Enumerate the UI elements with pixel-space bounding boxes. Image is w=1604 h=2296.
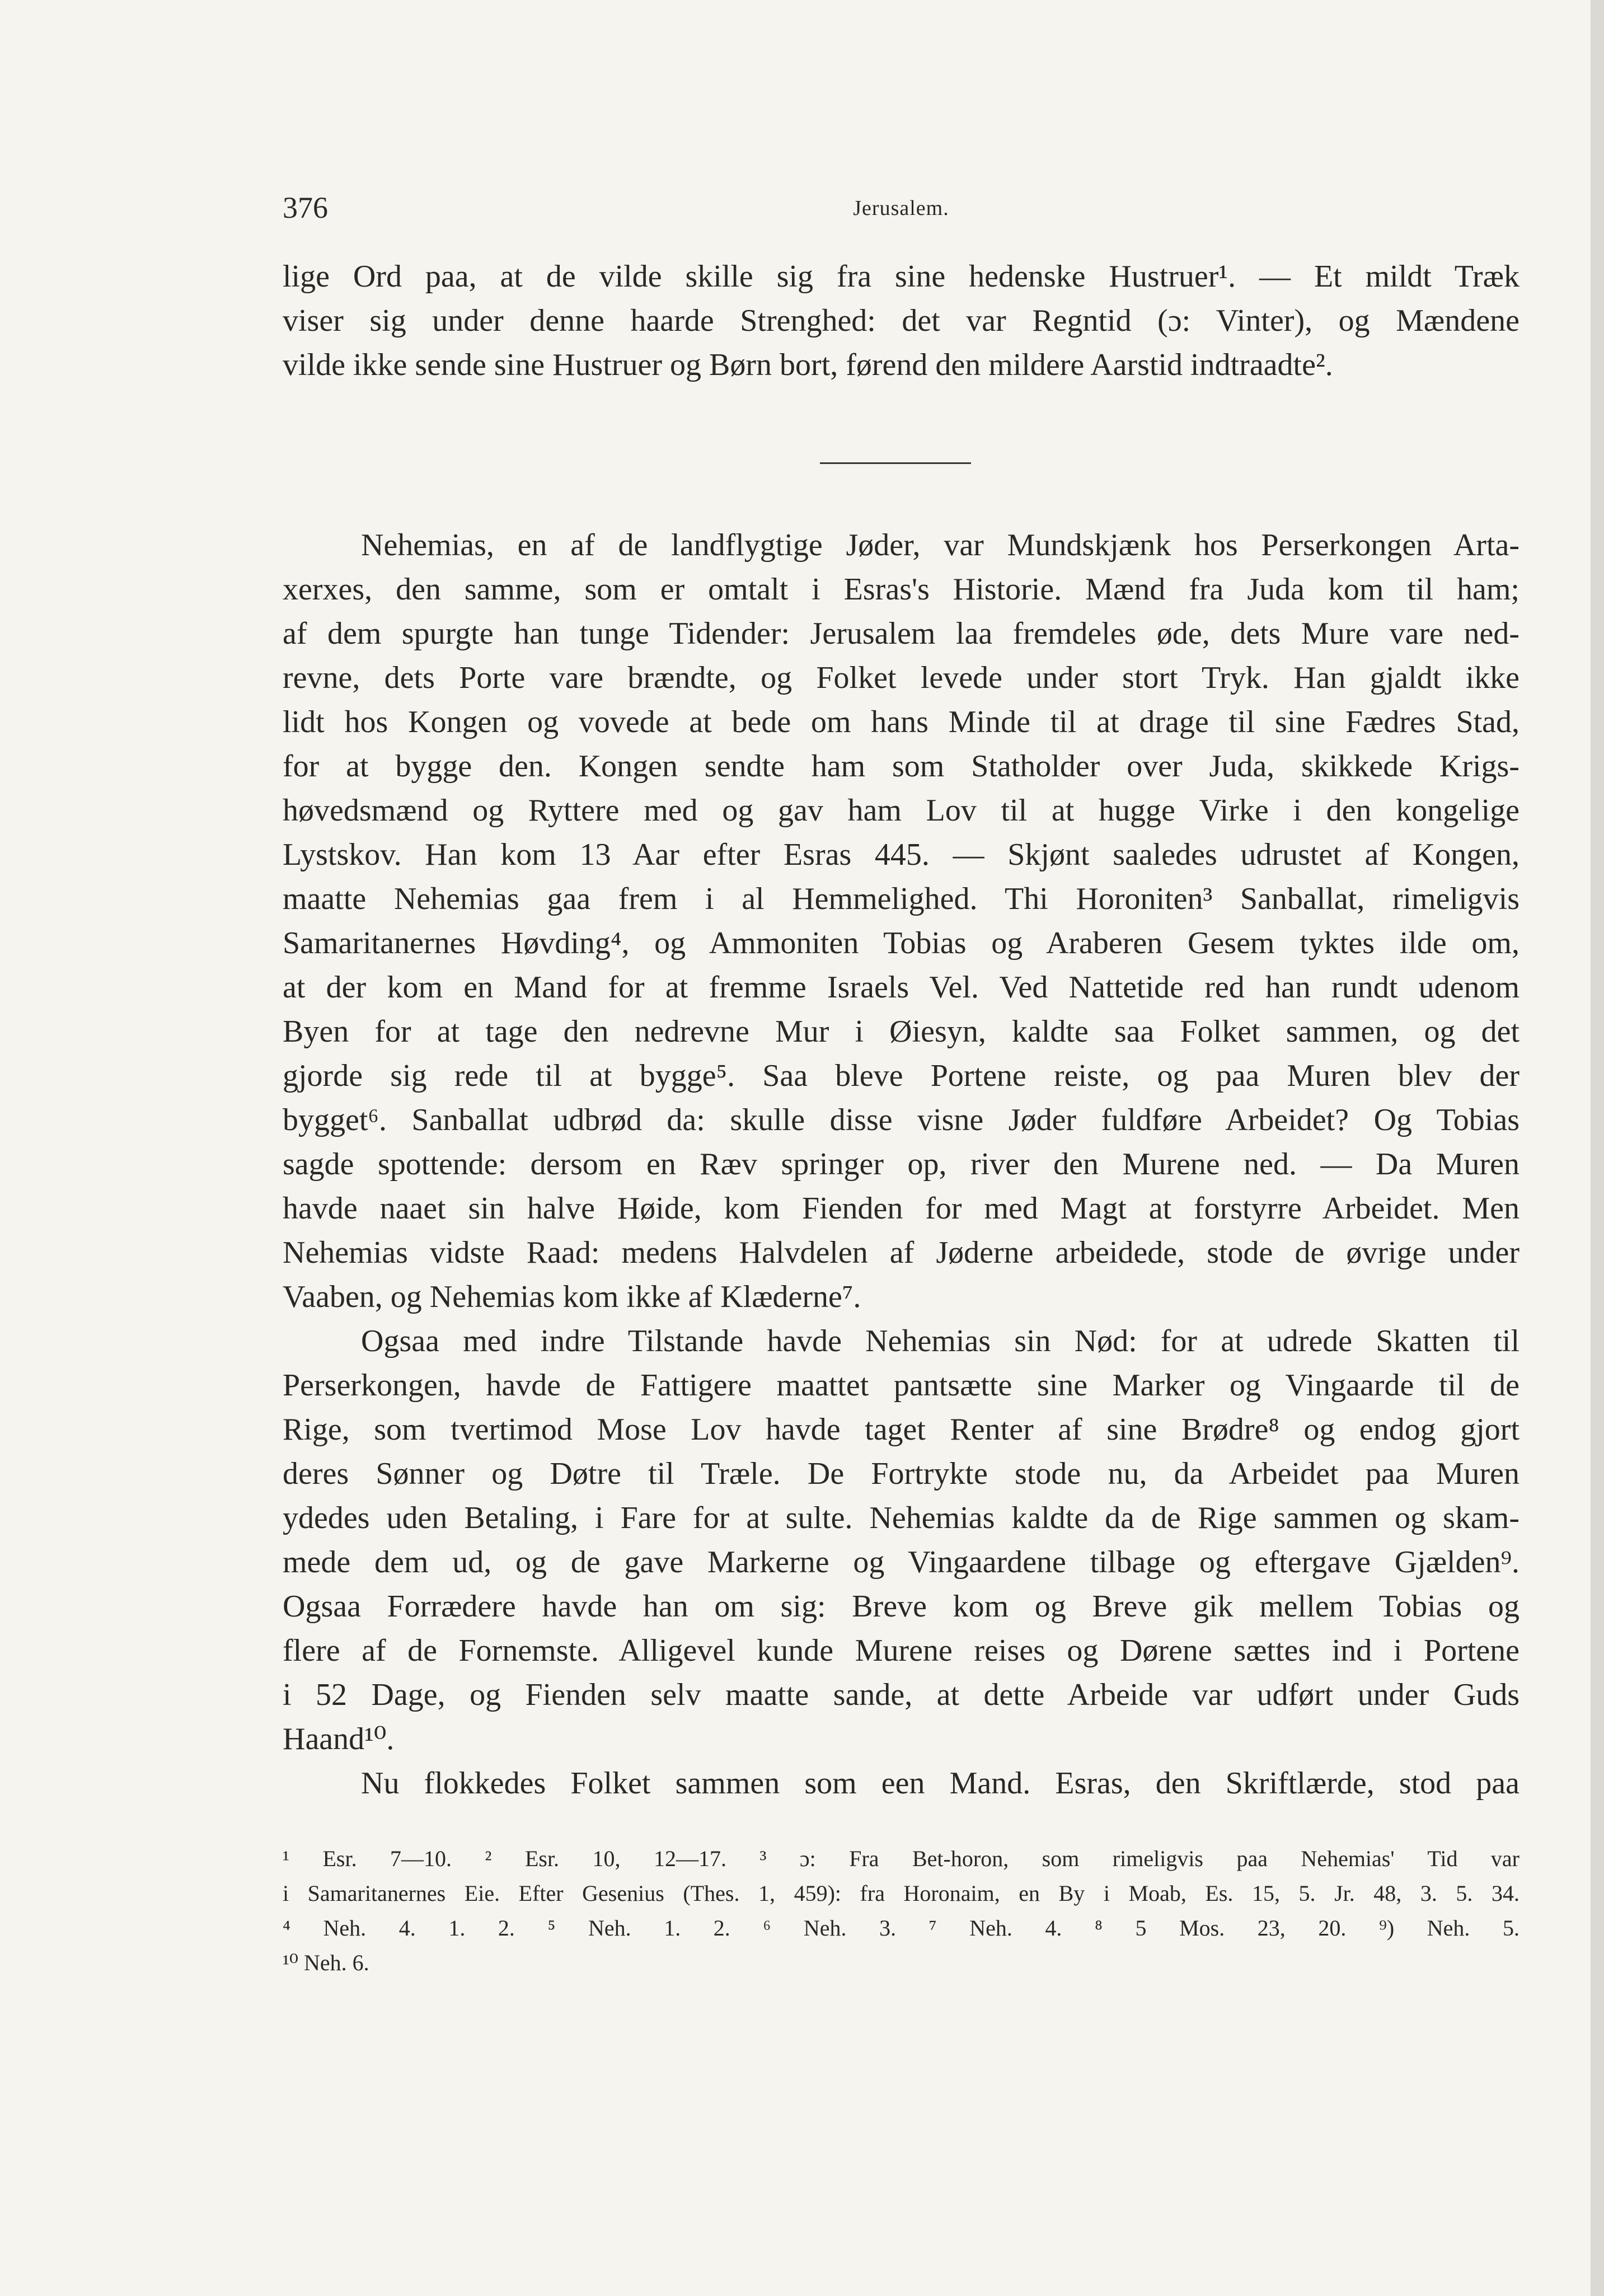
- text-line: lidt hos Kongen og vovede at bede om hans Minde til at drage til sine Fædres Stad,: [283, 705, 1519, 739]
- text-line: Nu flokkedes Folket sammen som een Mand. Esras, den Skriftlærde, stod paa: [361, 1766, 1519, 1801]
- text-line: for at bygge den. Kongen sendte ham som Statholder over Juda, skikkede Krigs-: [283, 749, 1519, 784]
- text-line: Haand¹⁰.: [283, 1722, 395, 1756]
- text-line: Byen for at tage den nedrevne Mur i Øiesyn, kaldte saa Folket sammen, og det: [283, 1014, 1519, 1049]
- footnote-line: ¹ Esr. 7—10. ² Esr. 10, 12—17. ³ ɔ: Fra Bet-horon, som rimeligvis paa Nehemias' Tid var: [283, 1846, 1519, 1871]
- text-line: Lystskov. Han kom 13 Aar efter Esras 445. — Skjønt saaledes udrustet af Kongen,: [283, 837, 1519, 872]
- text-line: viser sig under denne haarde Strenghed: det var Regntid (ɔ: Vinter), og Mændene: [283, 303, 1519, 338]
- page-edge: [1591, 0, 1604, 2296]
- text-line: Ogsaa Forrædere havde han om sig: Breve kom og Breve gik mellem Tobias og: [283, 1589, 1519, 1624]
- text-line: i 52 Dage, og Fienden selv maatte sande, at dette Arbeide var udført under Guds: [283, 1678, 1519, 1712]
- text-line: lige Ord paa, at de vilde skille sig fra sine hedenske Hustruer¹. — Et mildt Træk: [283, 259, 1519, 294]
- footnotes: [283, 1842, 1519, 1980]
- text-line: gjorde sig rede til at bygge⁵. Saa bleve Portene reiste, og paa Muren blev der: [283, 1058, 1519, 1093]
- text-line: høvedsmænd og Ryttere med og gav ham Lov til at hugge Virke i den kongelige: [283, 793, 1519, 828]
- running-head: Jerusalem.: [853, 196, 949, 220]
- text-line: bygget⁶. Sanballat udbrød da: skulle disse visne Jøder fuldføre Arbeidet? Og Tobias: [283, 1103, 1519, 1137]
- text-line: maatte Nehemias gaa frem i al Hemmelighed. Thi Horoniten³ Sanballat, rimeligvis: [283, 882, 1519, 916]
- text-line: Ogsaa med indre Tilstande havde Nehemias sin Nød: for at udrede Skatten til: [361, 1324, 1519, 1358]
- text-line: af dem spurgte han tunge Tidender: Jerusalem laa fremdeles øde, dets Mure vare ned-: [283, 616, 1519, 651]
- text-line: Vaaben, og Nehemias kom ikke af Klæderne⁷.: [283, 1280, 861, 1314]
- section-divider: [820, 462, 971, 464]
- text-line: Nehemias vidste Raad: medens Halvdelen af Jøderne arbeidede, stode de øvrige under: [283, 1235, 1519, 1270]
- text-line: Nehemias, en af de landflygtige Jøder, var Mundskjænk hos Perserkongen Arta-: [361, 528, 1519, 563]
- text-line: Rige, som tvertimod Mose Lov havde taget Renter af sine Brødre⁸ og endog gjort: [283, 1412, 1519, 1447]
- page-header: [283, 190, 1519, 235]
- text-line: vilde ikke sende sine Hustruer og Børn bort, førend den mildere Aarstid indtraadte².: [283, 348, 1333, 382]
- text-line: ydedes uden Betaling, i Fare for at sulte. Nehemias kaldte da de Rige sammen og skam-: [283, 1501, 1519, 1535]
- text-line: xerxes, den samme, som er omtalt i Esras's Historie. Mænd fra Juda kom til ham;: [283, 572, 1519, 607]
- text-line: sagde spottende: dersom en Ræv springer op, river den Murene ned. — Da Muren: [283, 1147, 1519, 1182]
- main-text: [283, 523, 1519, 1806]
- text-line: revne, dets Porte vare brændte, og Folket levede under stort Tryk. Han gjaldt ikke: [283, 660, 1519, 695]
- text-line: Perserkongen, havde de Fattigere maattet pantsætte sine Marker og Vingaarde til de: [283, 1368, 1519, 1403]
- text-line: havde naaet sin halve Høide, kom Fienden for med Magt at forstyrre Arbeidet. Men: [283, 1191, 1519, 1226]
- text-line: Samaritanernes Høvding⁴, og Ammoniten Tobias og Araberen Gesem tyktes ilde om,: [283, 926, 1519, 960]
- text-line: at der kom en Mand for at fremme Israels Vel. Ved Nattetide red han rundt udenom: [283, 970, 1519, 1005]
- text-line: flere af de Fornemste. Alligevel kunde Murene reises og Dørene sættes ind i Portene: [283, 1633, 1519, 1668]
- footnote-line: ⁴ Neh. 4. 1. 2. ⁵ Neh. 1. 2. ⁶ Neh. 3. ⁷ Neh. 4. ⁸ 5 Mos. 23, 20. ⁹) Neh. 5.: [283, 1915, 1519, 1941]
- footnote-line: ¹⁰ Neh. 6.: [283, 1950, 369, 1975]
- text-line: mede dem ud, og de gave Markerne og Vingaardene tilbage og eftergave Gjælden⁹.: [283, 1545, 1519, 1580]
- page-number: 376: [283, 191, 328, 224]
- continued-paragraph: [283, 255, 1519, 387]
- text-line: deres Sønner og Døtre til Træle. De Fortrykte stode nu, da Arbeidet paa Muren: [283, 1456, 1519, 1491]
- footnote-line: i Samaritanernes Eie. Efter Gesenius (Thes. 1, 459): fra Horonaim, en By i Moab, Es. 15, 5. Jr. 48, 3. 5. 34.: [283, 1881, 1519, 1906]
